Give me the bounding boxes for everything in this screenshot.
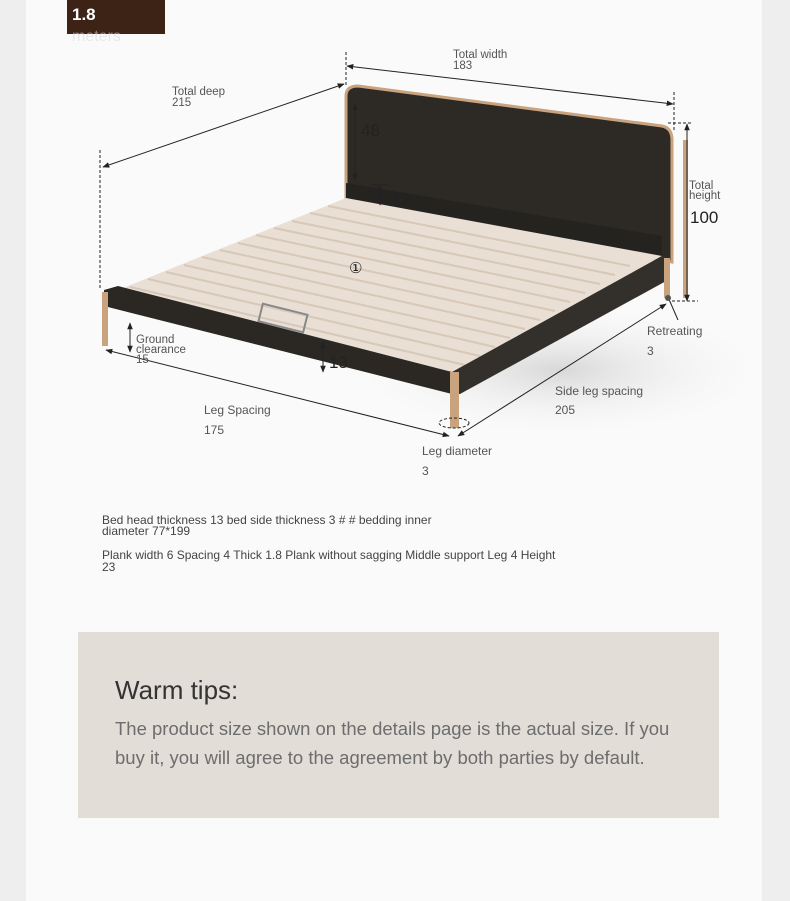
total-deep-label: Total deep	[172, 86, 226, 98]
frame-height-value: 13	[329, 353, 348, 372]
warm-tips-title: Warm tips:	[115, 675, 239, 705]
spec-line-1b: diameter 77*199	[102, 524, 191, 538]
leg-spacing-label: Leg Spacing	[204, 403, 271, 417]
leg-diameter-label: Leg diameter	[422, 444, 493, 458]
total-height-value: 100	[690, 208, 719, 227]
front-leg-left	[102, 292, 108, 346]
retreating-dot	[665, 295, 671, 301]
leg-spacing-value: 175	[204, 423, 225, 437]
total-width-value: 183	[453, 60, 473, 72]
size-badge-unit: meters	[72, 28, 121, 45]
spec-line-1a: Bed head thickness 13 bed side thickness 3 # # bedding inner	[102, 513, 432, 527]
retreating-value: 3	[647, 344, 654, 358]
slat-marker: ①	[349, 260, 363, 277]
headboard-gap-value: 12	[392, 190, 411, 209]
total-height-label-line1: Total	[689, 180, 714, 192]
total-height-label-line2: height	[689, 190, 721, 202]
retreating-label: Retreating	[647, 324, 703, 338]
total-deep-value: 215	[172, 97, 192, 109]
side-leg-spacing-value: 205	[555, 403, 576, 417]
side-leg-spacing-label: Side leg spacing	[555, 384, 644, 398]
headboard-height-value: 48	[361, 121, 380, 140]
total-width-label: Total width	[453, 49, 508, 61]
ground-clearance-value: 15	[136, 354, 149, 366]
warm-tips-body: The product size shown on the details page is the actual size. If you buy it, you will agree to the agreement by both parties by default.	[115, 718, 670, 768]
ground-clearance-label-line1: Ground	[136, 334, 175, 346]
rear-leg-mid	[664, 258, 670, 298]
front-leg-right	[450, 372, 459, 428]
spec-line-2a: Plank width 6 Spacing 4 Thick 1.8 Plank without sagging Middle support Leg 4 Height	[102, 548, 556, 562]
spec-line-2b: 23	[102, 560, 116, 574]
size-badge-number: 1.8	[72, 5, 96, 24]
leg-diameter-value: 3	[422, 464, 429, 478]
ground-clearance-label-line2: clearance	[136, 344, 186, 356]
